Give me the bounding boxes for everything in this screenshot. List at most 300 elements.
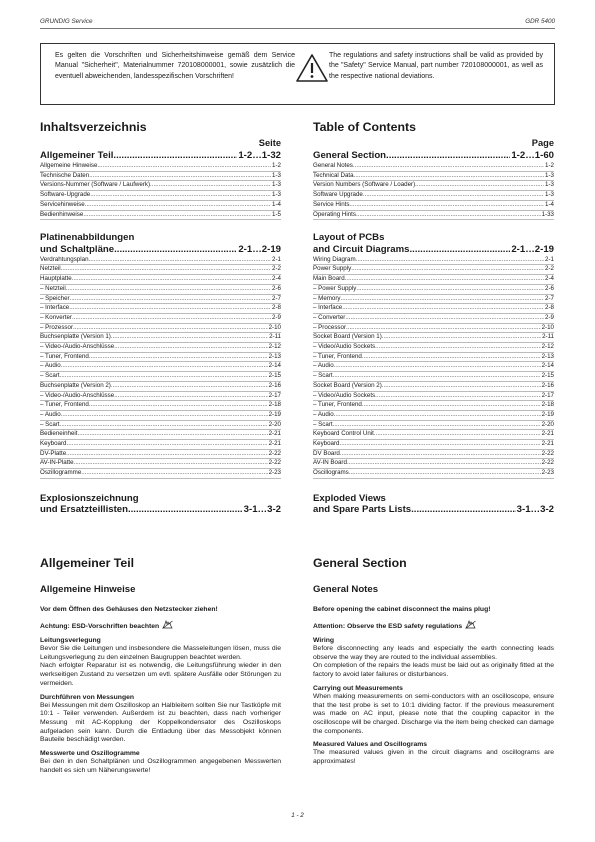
toc-entry[interactable] xyxy=(40,459,281,469)
toc-entry[interactable] xyxy=(40,211,281,221)
toc-leader xyxy=(363,191,544,200)
esd-hand-icon xyxy=(465,620,476,629)
toc-leader xyxy=(74,459,268,468)
toc-leader xyxy=(61,411,268,420)
toc-entry-page: 1-2 xyxy=(272,162,281,169)
toc-section-pages: 3-1…3-2 xyxy=(243,504,281,516)
values-heading: Messwerte und Oszillogramme xyxy=(40,750,140,758)
toc-section-2-line1: Platinenabbildungen xyxy=(40,232,135,244)
toc-entry[interactable] xyxy=(40,353,281,363)
toc-leader xyxy=(113,150,237,162)
toc-section-pages: 2-1…2-19 xyxy=(238,243,281,255)
toc-entry-title: – Prozessor xyxy=(40,323,74,331)
toc-section-3[interactable] xyxy=(313,504,554,516)
toc-page-label: Seite xyxy=(258,138,281,148)
toc-leader xyxy=(111,382,268,391)
toc-entry[interactable] xyxy=(313,469,554,479)
toc-section-title: Allgemeiner Teil xyxy=(40,150,114,161)
toc-entry-title: – Tuner, Frontend xyxy=(313,352,362,360)
toc-entry-page: 2-19 xyxy=(541,410,554,418)
toc-entry-page: 2-12 xyxy=(268,343,281,351)
toc-entry-title: Keyboard xyxy=(40,440,67,448)
toc-entry-page: 2-1 xyxy=(272,255,281,263)
toc-entry-page: 2-20 xyxy=(541,420,554,428)
toc-leader xyxy=(333,421,541,430)
wiring-heading: Wiring xyxy=(313,637,335,644)
toc-entry-page: 2-17 xyxy=(541,391,554,399)
wiring-text-1: Bevor Sie die Leitungen und insbesondere die Masseleitungen lösen, muss die Leitungsverlegung zu den einzelnen Baugruppen beachtet werden. xyxy=(40,645,281,661)
toc-entry-page: 1-33 xyxy=(541,210,554,218)
toc-leader xyxy=(97,162,271,171)
toc-entry[interactable] xyxy=(313,201,554,211)
toc-entry[interactable] xyxy=(313,324,554,334)
toc-section-title: and Spare Parts Lists xyxy=(313,504,412,516)
toc-leader xyxy=(78,430,268,439)
toc-entry-title: – Audio xyxy=(313,362,334,370)
wiring-heading: Leitungsverlegung xyxy=(40,637,101,644)
toc-entry-title: – Video/Audio Sockets xyxy=(313,391,376,399)
toc-leader xyxy=(349,201,544,210)
esd-warning-text: Achtung: ESD-Vorschriften beachten xyxy=(40,623,160,630)
toc-entry-title: Service Hints xyxy=(313,200,350,208)
toc-entry-page: 2-17 xyxy=(268,391,281,399)
toc-leader xyxy=(340,450,541,459)
toc-entry-title: – Video-/Audio-Anschlüsse xyxy=(40,391,115,399)
toc-leader xyxy=(356,211,541,220)
toc-leader xyxy=(351,265,544,274)
toc-leader xyxy=(341,295,545,304)
toc-entry-page: 2-8 xyxy=(545,304,554,312)
toc-entry[interactable] xyxy=(40,191,281,201)
toc-entry-page: 1-4 xyxy=(272,200,281,208)
toc-entry-title: General Notes xyxy=(313,162,353,169)
toc-entry[interactable] xyxy=(313,440,554,450)
body-english xyxy=(313,556,554,767)
toc-entry-title: Versions-Nummer (Software / Laufwerk) xyxy=(40,181,151,189)
toc-leader xyxy=(346,324,541,333)
toc-entry-page: 2-12 xyxy=(541,343,554,351)
toc-section-2[interactable] xyxy=(313,244,554,256)
toc-leader xyxy=(342,304,544,313)
toc-entry[interactable] xyxy=(40,256,281,266)
toc-entry[interactable] xyxy=(313,181,554,191)
toc-leader xyxy=(356,256,544,265)
toc-section-3-line1: Explosionszeichnung xyxy=(40,492,139,504)
toc-entry-title: – Tuner, Frontend xyxy=(40,352,89,360)
toc-entry-title: – Konverter xyxy=(40,313,72,321)
toc-entry-page: 2-2 xyxy=(545,265,554,273)
toc-leader xyxy=(150,181,271,190)
toc-entry-title: – Memory xyxy=(313,294,341,302)
toc-entry[interactable] xyxy=(40,265,281,275)
toc-leader xyxy=(72,314,271,323)
toc-leader xyxy=(66,450,267,459)
toc-entry-title: Power Supply xyxy=(313,265,352,273)
toc-entry-title: – Scart xyxy=(313,420,333,428)
body-subtitle: General Notes xyxy=(313,584,379,595)
toc-entry-page: 2-19 xyxy=(268,410,281,418)
toc-entry-page: 2-21 xyxy=(268,430,281,438)
toc-leader xyxy=(61,265,271,274)
toc-section-3-line1: Exploded Views xyxy=(313,492,386,504)
toc-entry-page: 2-10 xyxy=(541,323,554,331)
wiring-text-2: Nach erfolgter Reparatur ist es notwendig, die Leitungsführung wieder in den werkseitigen Zustand zu versetzen um evtl. spätere Ausfälle oder Störungen zu vermeiden. xyxy=(40,662,281,687)
toc-entry[interactable] xyxy=(313,295,554,305)
toc-entry[interactable] xyxy=(313,353,554,363)
toc-leader xyxy=(362,353,541,362)
toc-german xyxy=(40,120,281,516)
toc-entry[interactable] xyxy=(313,314,554,324)
toc-entry[interactable] xyxy=(313,265,554,275)
toc-entry-title: Netzteil xyxy=(40,265,61,273)
toc-leader xyxy=(111,333,268,342)
toc-entry-page: 2-22 xyxy=(541,449,554,457)
toc-section-2[interactable] xyxy=(40,244,281,256)
toc-leader xyxy=(73,324,268,333)
toc-entry-page: 2-18 xyxy=(268,401,281,409)
toc-entry-page: 1-3 xyxy=(272,171,281,179)
safety-notice-box xyxy=(40,43,555,105)
toc-entry-page: 1-3 xyxy=(545,171,554,179)
toc-entry[interactable] xyxy=(313,411,554,421)
toc-entry-title: Software-Upgrade xyxy=(40,191,91,199)
toc-entry-title: Socket Board (Version 1) xyxy=(313,333,382,341)
toc-leader xyxy=(410,244,511,256)
toc-entry-title: Technical Data xyxy=(313,171,354,179)
toc-entry-page: 2-14 xyxy=(268,362,281,370)
toc-leader xyxy=(114,392,267,401)
toc-entry-page: 2-8 xyxy=(272,304,281,312)
toc-entry-page: 2-21 xyxy=(268,440,281,448)
toc-leader xyxy=(66,285,271,294)
toc-entry-page: 1-3 xyxy=(272,181,281,189)
toc-entry[interactable] xyxy=(40,324,281,334)
toc-entry[interactable] xyxy=(313,372,554,382)
esd-hand-icon xyxy=(162,620,173,629)
toc-entry-title: – Scart xyxy=(313,372,333,380)
toc-leader xyxy=(72,275,271,284)
toc-entry-title: – Processor xyxy=(313,323,347,331)
toc-entry-title: Hauptplatte xyxy=(40,275,72,283)
toc-leader xyxy=(353,162,544,171)
toc-leader xyxy=(83,211,271,220)
toc-entry-page: 1-2 xyxy=(545,162,554,169)
esd-warning xyxy=(313,620,554,631)
toc-entry-page: 2-9 xyxy=(272,313,281,321)
toc-section-title: und Schaltpläne xyxy=(40,243,115,255)
toc-entry-title: Allgemeine Hinweise xyxy=(40,162,98,169)
toc-leader xyxy=(375,343,540,352)
toc-entry[interactable] xyxy=(40,372,281,382)
toc-entry[interactable] xyxy=(40,181,281,191)
toc-leader xyxy=(362,401,541,410)
toc-entry[interactable] xyxy=(313,401,554,411)
toc-entry-page: 2-4 xyxy=(272,275,281,283)
toc-entry-page: 1-3 xyxy=(545,191,554,199)
toc-entry-title: – Audio xyxy=(313,410,334,418)
toc-entry-page: 2-15 xyxy=(541,372,554,380)
toc-entry-title: Oscillograms xyxy=(313,469,349,477)
toc-entry[interactable] xyxy=(313,450,554,460)
body-subtitle: Allgemeine Hinweise xyxy=(40,584,136,595)
toc-entry[interactable] xyxy=(40,430,281,440)
toc-title: Inhaltsverzeichnis xyxy=(40,120,147,134)
toc-entry-page: 2-21 xyxy=(541,430,554,438)
toc-section-1[interactable] xyxy=(40,150,281,162)
toc-section-title: und Ersatzteillisten xyxy=(40,504,128,516)
notice-german: Es gelten die Vorschriften und Sicherheitshinweise gemäß dem Service Manual "Sicherheit", Materialnummer 720108000001, sowie zusätzlich die eventuell abweichenden, landesspezifischen Vorschriften! xyxy=(55,52,295,80)
toc-entry[interactable] xyxy=(40,392,281,402)
toc-leader xyxy=(333,372,541,381)
toc-entry-title: Version Numbers (Software / Loader) xyxy=(313,181,416,189)
toc-leader xyxy=(81,469,267,478)
toc-entry-page: 2-1 xyxy=(545,255,554,263)
toc-section-2-line1: Layout of PCBs xyxy=(313,232,385,244)
toc-entry-page: 2-6 xyxy=(545,284,554,292)
toc-entry-title: AV-IN-Platte xyxy=(40,459,74,467)
toc-entry[interactable] xyxy=(40,162,281,172)
toc-entry-page: 2-9 xyxy=(545,313,554,321)
toc-entry-page: 2-6 xyxy=(272,284,281,292)
toc-entry-page: 1-4 xyxy=(545,200,554,208)
toc-entry[interactable] xyxy=(40,172,281,182)
toc-entry-title: – Scart xyxy=(40,420,60,428)
mains-warning: Vor dem Öffnen des Gehäuses den Netzstecker ziehen! xyxy=(40,606,218,613)
toc-entry-page: 2-4 xyxy=(545,275,554,283)
toc-entry[interactable] xyxy=(313,459,554,469)
toc-entry-title: Bedienhinweise xyxy=(40,210,84,218)
toc-entry-page: 2-22 xyxy=(268,449,281,457)
toc-entry-title: – Video-/Audio-Anschlüsse xyxy=(40,343,115,351)
toc-section-1[interactable] xyxy=(313,150,554,162)
warning-triangle-icon xyxy=(295,53,329,83)
toc-leader xyxy=(70,295,271,304)
mains-warning: Before opening the cabinet disconnect the mains plug! xyxy=(313,606,491,613)
toc-entry-page: 2-13 xyxy=(541,352,554,360)
toc-entry[interactable] xyxy=(40,469,281,479)
toc-entry-page: 2-22 xyxy=(541,459,554,467)
toc-leader xyxy=(354,172,544,181)
toc-leader xyxy=(349,469,541,478)
toc-leader xyxy=(382,333,541,342)
values-heading: Measured Values and Oscillograms xyxy=(313,741,428,749)
toc-entry-page: 2-21 xyxy=(541,440,554,448)
toc-entry-page: 2-16 xyxy=(268,381,281,389)
toc-english xyxy=(313,120,554,516)
toc-entry[interactable] xyxy=(40,201,281,211)
toc-entry-title: Software Upgrade xyxy=(313,191,363,199)
toc-entry[interactable] xyxy=(40,343,281,353)
toc-leader xyxy=(345,275,544,284)
toc-leader xyxy=(334,411,541,420)
toc-entry-title: – Speicher xyxy=(40,294,70,302)
body-title: General Section xyxy=(313,556,407,570)
toc-page-label: Page xyxy=(531,138,554,148)
toc-entry-page: 2-22 xyxy=(268,459,281,467)
toc-entry-page: 1-3 xyxy=(272,191,281,199)
toc-leader xyxy=(61,362,268,371)
toc-entry-page: 2-18 xyxy=(541,401,554,409)
toc-entry[interactable] xyxy=(313,362,554,372)
toc-entry[interactable] xyxy=(40,285,281,295)
toc-leader xyxy=(128,504,243,516)
toc-entry-page: 2-14 xyxy=(541,362,554,370)
toc-entry-title: Socket Board (Version 2) xyxy=(313,381,382,389)
toc-entry-title: Buchsenplatte (Version 2) xyxy=(40,381,111,389)
toc-entry[interactable] xyxy=(40,333,281,343)
toc-entry-title: AV-IN Board xyxy=(313,459,347,467)
toc-entry-page: 2-11 xyxy=(269,333,281,341)
toc-entry-page: 2-15 xyxy=(268,372,281,380)
toc-entry-title: – Tuner, Frontend xyxy=(40,401,89,409)
toc-entry[interactable] xyxy=(40,275,281,285)
toc-leader xyxy=(382,382,541,391)
toc-list-1 xyxy=(40,162,281,220)
measurements-heading: Carrying out Measurements xyxy=(313,684,403,692)
toc-entry[interactable] xyxy=(40,421,281,431)
toc-section-pages: 1-2…1-32 xyxy=(238,150,281,161)
toc-section-pages: 2-1…2-19 xyxy=(511,243,554,255)
esd-warning xyxy=(40,620,281,631)
toc-list-1 xyxy=(313,162,554,220)
toc-leader xyxy=(345,314,544,323)
toc-leader xyxy=(90,191,271,200)
toc-entry[interactable] xyxy=(313,256,554,266)
wiring-text-2: On completion of the repairs the leads must be laid out as originally fitted at the factory to avoid later failures or disturbances. xyxy=(313,662,554,679)
toc-list-2 xyxy=(40,256,281,479)
toc-entry-page: 2-13 xyxy=(268,352,281,360)
toc-leader xyxy=(89,401,268,410)
toc-leader xyxy=(89,353,268,362)
measurements-heading: Durchführen von Messungen xyxy=(40,693,135,701)
page-number: 1 - 2 xyxy=(291,812,304,819)
toc-entry-title: Servicehinweise xyxy=(40,200,85,208)
notice-english: The regulations and safety instructions shall be valid as provided by the "Safety" Service Manual, part number 720108000001, as well as the respective national deviations. xyxy=(329,52,543,80)
toc-entry-title: – Power Supply xyxy=(313,284,357,292)
toc-entry-title: – Converter xyxy=(313,313,346,321)
toc-section-pages: 1-2…1-60 xyxy=(511,150,554,161)
toc-section-title: General Section xyxy=(313,150,387,161)
toc-leader xyxy=(340,440,541,449)
toc-entry[interactable] xyxy=(313,392,554,402)
toc-entry[interactable] xyxy=(40,411,281,421)
toc-entry[interactable] xyxy=(313,304,554,314)
toc-entry-title: DV Board xyxy=(313,449,340,457)
values-text: Bei den in den Schaltplänen und Oszillogrammen angegebenen Messwerten handelt es sich um Näherungswerte! xyxy=(40,758,281,774)
toc-entry[interactable] xyxy=(313,172,554,182)
toc-entry-page: 1-5 xyxy=(272,210,281,218)
toc-leader xyxy=(375,392,540,401)
toc-entry[interactable] xyxy=(40,440,281,450)
header-rule xyxy=(40,28,555,29)
toc-entry[interactable] xyxy=(313,211,554,221)
toc-entry[interactable] xyxy=(40,401,281,411)
toc-leader xyxy=(60,372,268,381)
toc-leader xyxy=(69,304,271,313)
toc-leader xyxy=(347,459,541,468)
toc-entry-title: Bedieneinheit xyxy=(40,430,78,438)
toc-leader xyxy=(411,504,516,516)
toc-entry[interactable] xyxy=(313,162,554,172)
values-text: The measured values given in the circuit diagrams and oscillograms are approximates! xyxy=(313,749,554,766)
esd-warning-text: Attention: Observe the ESD safety regulations xyxy=(313,623,463,630)
measurements-text: Bei Messungen mit dem Oszilloskop an Halbleitern sollten Sie nur Tastköpfe mit 10:1 - Teiler verwenden. Außerdem ist zu beachten, dass nach vorheriger Messung mit AC-Kopplung der Koppelkondensator des Oszilloskops aufgeladen sein kann. Durch die Entladung über das Messobjekt können Bauteile beschädigt werden. xyxy=(40,701,281,744)
toc-entry-page: 1-3 xyxy=(545,181,554,189)
toc-leader xyxy=(114,343,267,352)
body-title: Allgemeiner Teil xyxy=(40,556,135,570)
toc-entry-page: 2-7 xyxy=(545,294,554,302)
toc-entry[interactable] xyxy=(40,450,281,460)
toc-leader xyxy=(60,421,268,430)
toc-entry[interactable] xyxy=(313,191,554,201)
toc-section-3[interactable] xyxy=(40,504,281,516)
toc-entry[interactable] xyxy=(313,382,554,392)
toc-leader xyxy=(89,172,271,181)
toc-leader xyxy=(334,362,541,371)
toc-entry-title: – Video/Audio Sockets xyxy=(313,343,376,351)
toc-entry-title: Keyboard xyxy=(313,440,340,448)
header-left: GRUNDIG Service xyxy=(40,18,93,25)
body-german xyxy=(40,556,281,775)
toc-leader xyxy=(386,150,510,162)
toc-entry-title: Main Board xyxy=(313,275,345,283)
toc-leader xyxy=(415,181,544,190)
toc-leader xyxy=(356,285,544,294)
toc-entry-page: 2-23 xyxy=(541,469,554,477)
toc-entry-title: – Scart xyxy=(40,372,60,380)
toc-entry-page: 2-7 xyxy=(272,294,281,302)
toc-entry-title: Technische Daten xyxy=(40,171,90,179)
toc-entry-title: Wiring Diagram xyxy=(313,255,356,263)
toc-entry[interactable] xyxy=(40,314,281,324)
wiring-text-1: Before disconnecting any leads and especially the earth connecting leads observe the way they are routed to the individual assemblies. xyxy=(313,645,554,661)
toc-entry[interactable] xyxy=(313,285,554,295)
toc-entry[interactable] xyxy=(40,295,281,305)
toc-entry-title: – Tuner, Frontend xyxy=(313,401,362,409)
toc-entry-title: Operating Hints xyxy=(313,210,356,218)
toc-entry-page: 2-11 xyxy=(542,333,554,341)
toc-entry-page: 2-10 xyxy=(268,323,281,331)
toc-entry-title: – Interface xyxy=(40,304,70,312)
toc-leader xyxy=(114,244,237,256)
toc-entry-page: 2-23 xyxy=(268,469,281,477)
toc-entry-title: Buchsenplatte (Version 1) xyxy=(40,333,111,341)
toc-entry-title: – Audio xyxy=(40,410,61,418)
toc-entry-title: Oszillogramme xyxy=(40,469,82,477)
toc-entry[interactable] xyxy=(40,304,281,314)
toc-entry-title: – Audio xyxy=(40,362,61,370)
toc-leader xyxy=(67,440,268,449)
toc-leader xyxy=(85,201,271,210)
toc-entry[interactable] xyxy=(40,362,281,372)
toc-entry[interactable] xyxy=(313,343,554,353)
toc-entry[interactable] xyxy=(313,275,554,285)
toc-leader xyxy=(374,430,541,439)
toc-list-2 xyxy=(313,256,554,479)
toc-entry[interactable] xyxy=(313,333,554,343)
toc-entry-page: 2-20 xyxy=(268,420,281,428)
toc-entry[interactable] xyxy=(313,430,554,440)
toc-section-pages: 3-1…3-2 xyxy=(516,504,554,516)
toc-entry-title: Verdrahtungsplan xyxy=(40,255,89,263)
toc-entry[interactable] xyxy=(313,421,554,431)
toc-leader xyxy=(89,256,272,265)
toc-entry-title: – Netzteil xyxy=(40,284,66,292)
toc-entry-page: 2-2 xyxy=(272,265,281,273)
header-right: GDR 5400 xyxy=(525,18,555,25)
toc-section-title: and Circuit Diagrams xyxy=(313,243,410,255)
toc-entry[interactable] xyxy=(40,382,281,392)
